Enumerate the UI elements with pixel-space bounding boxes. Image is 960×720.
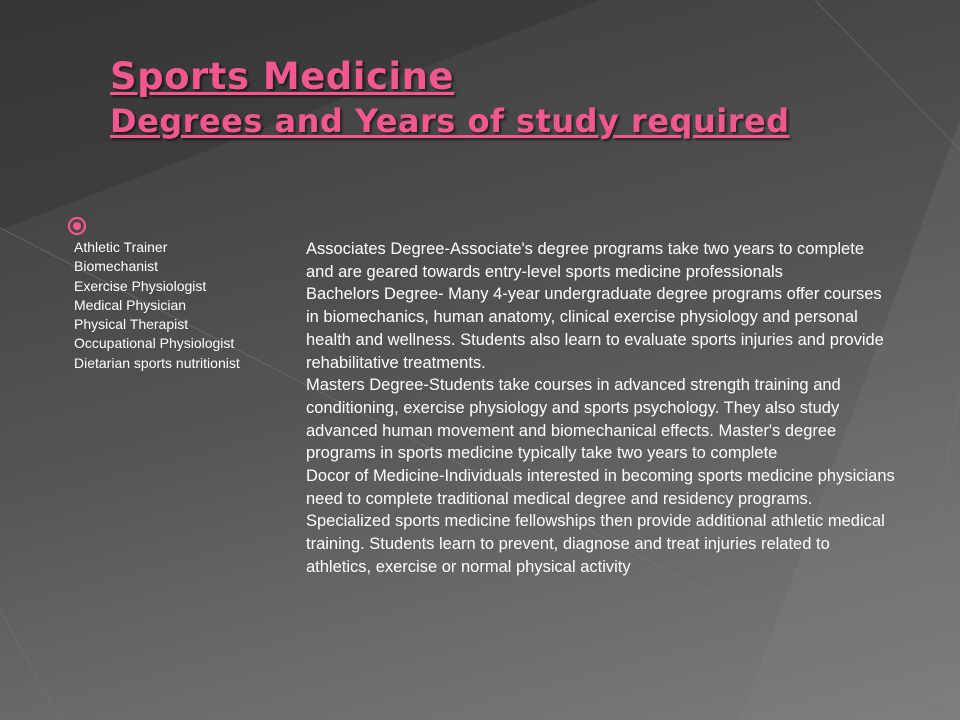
- slide-title-main: Sports Medicine: [110, 55, 455, 98]
- circled-dot-icon: [67, 216, 87, 236]
- degree-paragraph-doctor: Docor of Medicine-Individuals interested in becoming sports medicine physicians need to complete traditional medical degree and residency programs. Specialized sports medicine fellowships then provide additional athletic medical training. Students learn to prevent, diagnose and treat injuries related to athletics, exercise or normal physical activity: [306, 467, 895, 576]
- background-corner-line: [0, 610, 60, 720]
- slide-title: [110, 52, 930, 140]
- career-list-item: Athletic Trainer: [74, 239, 168, 255]
- career-list-item: Occupational Physiologist: [74, 335, 235, 352]
- career-list-item: Physical Therapist: [74, 316, 189, 333]
- degree-paragraph-masters: Masters Degree-Students take courses in advanced strength training and conditioning, exercise physiology and sports psychology. They also study advanced human movement and biomechanical effects. Master's degree programs in sports medicine typically take two years to complete: [306, 376, 841, 463]
- degree-paragraph-bachelors: Bachelors Degree- Many 4-year undergraduate degree programs offer courses in biomechanics, human anatomy, clinical exercise physiology and personal health and wellness. Students also learn to evaluate sports injuries and provide rehabilitative treatments.: [306, 285, 884, 372]
- degree-descriptions: [306, 238, 896, 579]
- career-list-item: Dietarian sports nutritionist: [74, 354, 240, 371]
- slide-title-subtitle: Degrees and Years of study required: [110, 102, 790, 140]
- career-list: [74, 238, 274, 373]
- career-list-item: Medical Physician: [74, 296, 187, 313]
- career-list-item: Biomechanist: [74, 258, 159, 275]
- career-list-item: Exercise Physiologist: [74, 277, 207, 294]
- degree-paragraph-associates: Associates Degree-Associate's degree programs take two years to complete and are geared towards entry-level sports medicine professionals: [306, 240, 864, 281]
